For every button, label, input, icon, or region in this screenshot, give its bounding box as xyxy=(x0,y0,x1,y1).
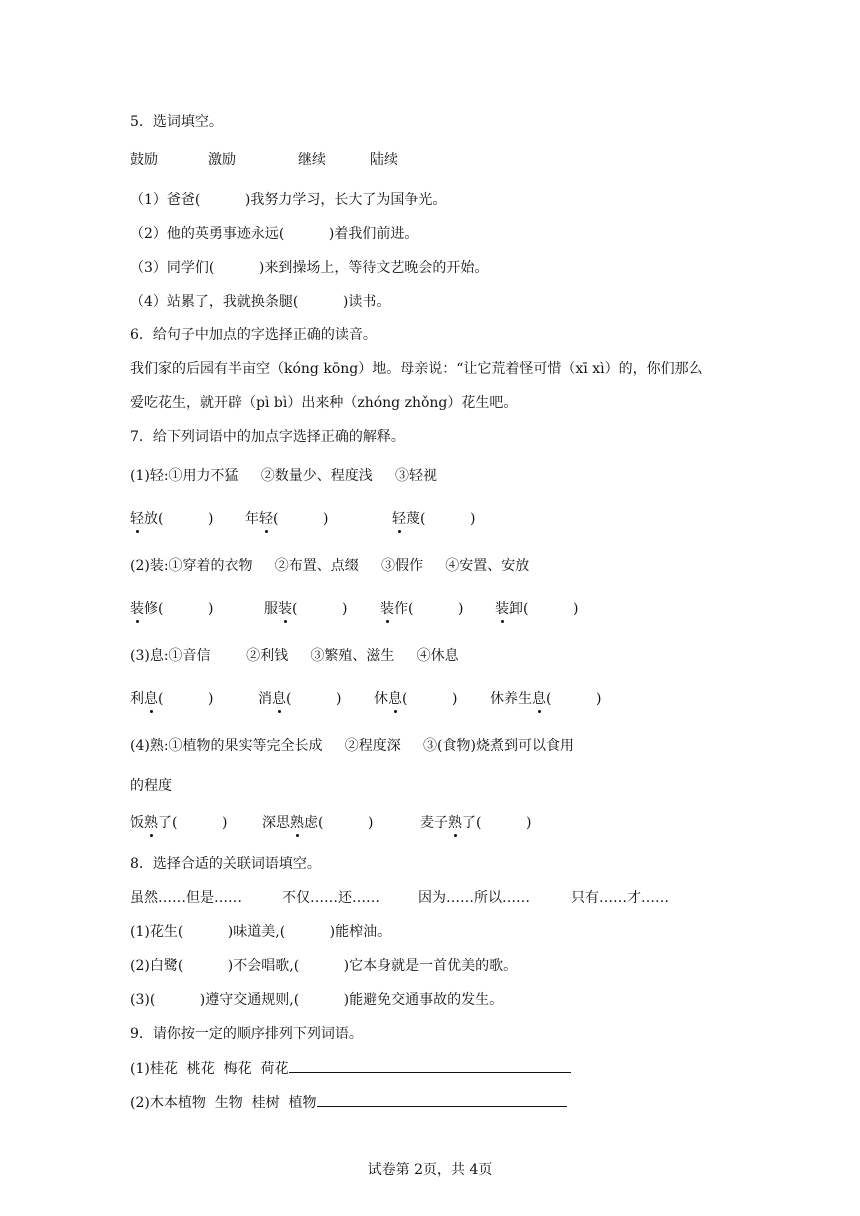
q5-title: 5．选词填空。 xyxy=(130,114,223,130)
q7-g2-word-4: 装卸( ) xyxy=(495,601,579,617)
q7-group-2-definition: (2)装:①穿着的衣物 ②布置、点缀 ③假作 ④安置、安放 xyxy=(130,558,530,574)
q6-title: 6．给句子中加点的字选择正确的读音。 xyxy=(130,327,377,343)
q7-g4-word-2: 深思熟虑( ) xyxy=(262,815,374,831)
q7-g2-word-2: 服装( ) xyxy=(264,601,348,617)
q8-option-1: 虽然……但是…… xyxy=(130,890,242,906)
q7-g3-word-4: 休养生息( ) xyxy=(490,691,602,707)
q5-word-4: 陆续 xyxy=(370,152,398,168)
q6-line-1: 我们家的后园有半亩空（kóng kōng）地。母亲说：“让它荒着怪可惜（xī xì）的，你们那么 xyxy=(130,361,703,377)
q5-word-3: 继续 xyxy=(298,152,326,168)
q8-option-2: 不仅……还…… xyxy=(282,890,380,906)
q7-g1-word-3: 轻蔑( ) xyxy=(392,511,476,527)
q9-answer-blank-1[interactable] xyxy=(289,1058,571,1073)
q7-g3-word-2: 消息( ) xyxy=(258,691,342,707)
q7-group-1-definition: (1)轻:①用力不猛 ②数量少、程度浅 ③轻视 xyxy=(130,468,438,484)
q9-item-2: (2)木本植物 生物 桂树 植物 xyxy=(130,1092,567,1113)
q7-group-3-definition: (3)息:①音信 ②利钱 ③繁殖、滋生 ④休息 xyxy=(130,648,459,664)
q5-item-2: （2）他的英勇事迹永远( )着我们前进。 xyxy=(130,226,419,242)
q9-title: 9．请你按一定的顺序排列下列词语。 xyxy=(130,1026,363,1042)
q8-title: 8．选择合适的关联词语填空。 xyxy=(130,856,321,872)
q5-item-4: （4）站累了，我就换条腿( )读书。 xyxy=(130,294,391,310)
q8-option-3: 因为……所以…… xyxy=(418,890,530,906)
q5-item-1: （1）爸爸( )我努力学习，长大了为国争光。 xyxy=(130,192,447,208)
q7-g4-word-1: 饭熟了( ) xyxy=(130,815,228,831)
q7-g2-word-3: 装作( ) xyxy=(380,601,464,617)
q8-option-4: 只有……才…… xyxy=(571,890,669,906)
q5-word-2: 激励 xyxy=(208,152,236,168)
q7-g1-word-2: 年轻( ) xyxy=(245,511,329,527)
q7-g2-word-1: 装修( ) xyxy=(130,601,214,617)
q7-g3-word-1: 利息( ) xyxy=(130,691,214,707)
q7-group-4-definition-cont: 的程度 xyxy=(130,778,172,794)
page-footer: 试卷第 2页，共 4页 xyxy=(367,1162,493,1178)
q7-g1-word-1: 轻放( ) xyxy=(130,511,214,527)
q5-item-3: （3）同学们( )来到操场上，等待文艺晚会的开始。 xyxy=(130,260,489,276)
q6-line-2: 爱吃花生，就开辟（pì bì）出来种（zhóng zhǒng）花生吧。 xyxy=(130,395,518,411)
q7-group-4-definition: (4)熟:①植物的果实等完全长成 ②程度深 ③(食物)烧煮到可以食用 xyxy=(130,738,574,754)
q8-item-2: (2)白鹭( )不会唱歌,( )它本身就是一首优美的歌。 xyxy=(130,958,518,974)
q9-item-1: (1)桂花 桃花 梅花 荷花 xyxy=(130,1058,571,1079)
q8-item-3: (3)( )遵守交通规则,( )能避免交通事故的发生。 xyxy=(130,992,504,1008)
q8-item-1: (1)花生( )味道美,( )能榨油。 xyxy=(130,924,392,940)
q7-title: 7．给下列词语中的加点字选择正确的解释。 xyxy=(130,429,405,445)
q5-word-1: 鼓励 xyxy=(130,152,158,168)
q7-g4-word-3: 麦子熟了( ) xyxy=(420,815,532,831)
q7-g3-word-3: 休息( ) xyxy=(374,691,458,707)
q9-answer-blank-2[interactable] xyxy=(317,1092,567,1107)
